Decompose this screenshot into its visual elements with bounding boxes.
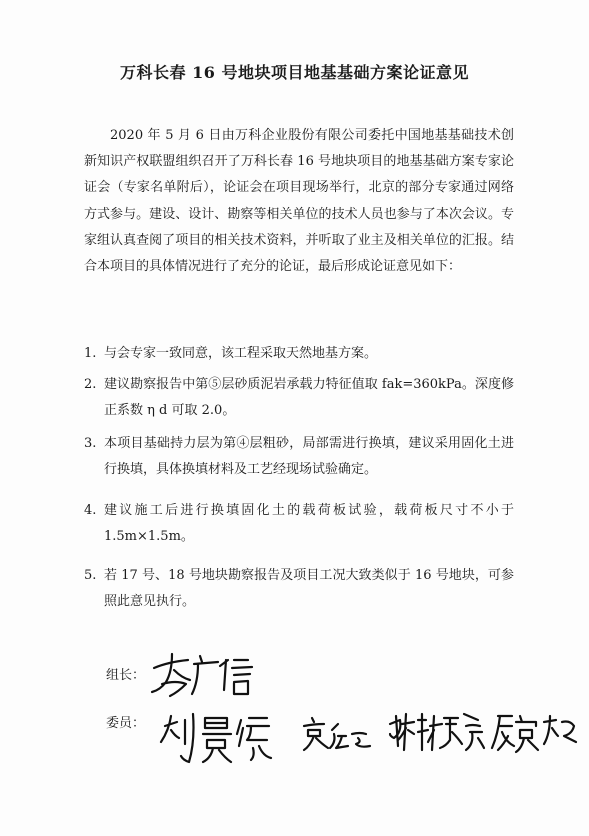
member-signature <box>155 712 275 772</box>
item-number: 2. <box>84 377 97 392</box>
leader-label: 组长： <box>106 668 146 683</box>
member-signature <box>490 712 580 762</box>
document-title: 万科长春 16 号地块项目地基基础方案论证意见 <box>120 63 469 82</box>
members-label: 委员： <box>106 716 146 731</box>
item-text: 若 17 号、18 号地块勘察报告及项目工况大致类似于 16 号地块，可参照此意见执行。 <box>104 568 514 610</box>
leader-signature <box>148 650 258 700</box>
member-signature <box>386 710 486 760</box>
item-text: 与会专家一致同意，该工程采取天然地基方案。 <box>104 346 378 361</box>
member-signature <box>300 716 380 756</box>
item-number: 5. <box>84 568 97 583</box>
item-text: 建议施工后进行换填固化土的载荷板试验，载荷板尺寸不小于 1.5m×1.5m。 <box>104 503 514 545</box>
item-number: 3. <box>84 436 97 451</box>
item-text: 建议勘察报告中第⑤层砂质泥岩承载力特征值取 fak=360kPa。深度修正系数 η d 可取 2.0。 <box>104 377 514 419</box>
item-number: 4. <box>84 503 97 518</box>
item-text: 本项目基础持力层为第④层粗砂，局部需进行换填，建议采用固化土进行换填，具体换填材料及工艺经现场试验确定。 <box>104 436 514 478</box>
intro-paragraph: 2020 年 5 月 6 日由万科企业股份有限公司委托中国地基基础技术创新知识产权联盟组织召开了万科长春 16 号地块项目的地基基础方案专家论证会（专家名单附后），论证会在项目现场举行，北京的部分专家通过网络方式参与。建设、设计、勘察等相关单位的技术人员也参与了本次会议。专家组认真查阅了项目的相关技术资料，并听取了业主及相关单位的汇报。结合本项目的具体情况进行了充分的论证，最后形成论证意见如下： <box>84 128 514 275</box>
item-number: 1. <box>84 346 97 361</box>
